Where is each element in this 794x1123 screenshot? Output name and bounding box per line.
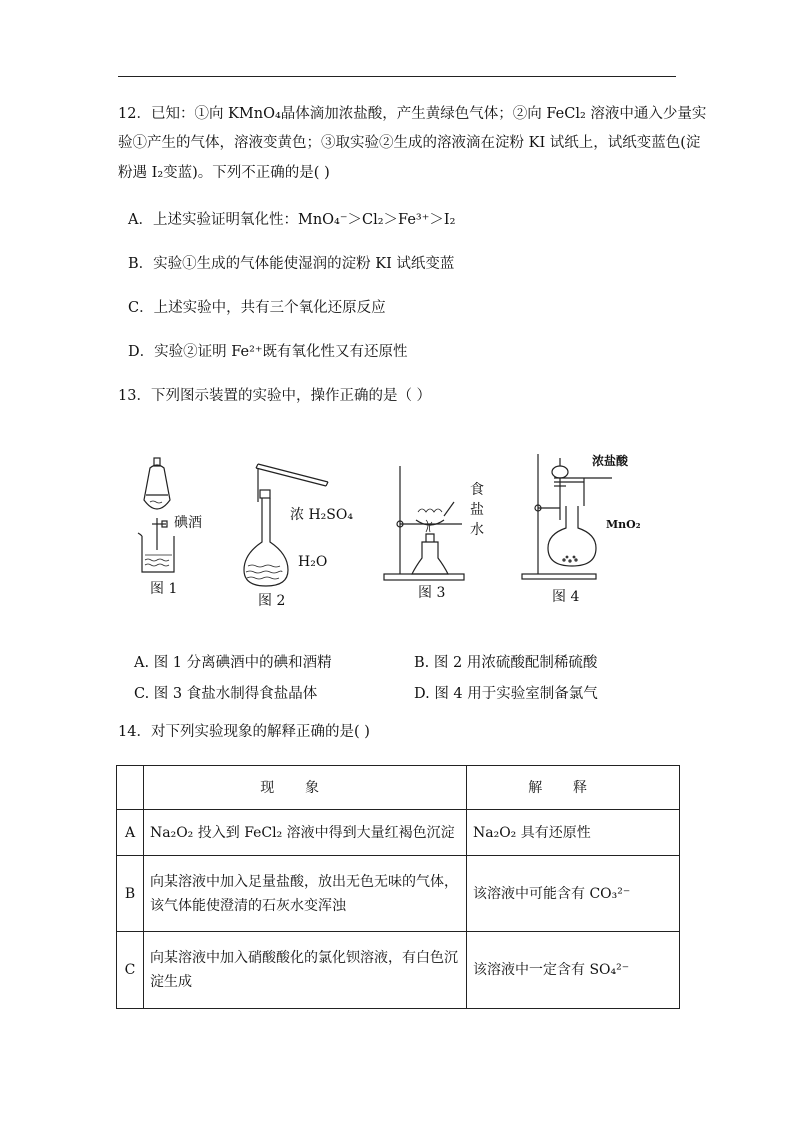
chlorine-apparatus-diagram <box>520 450 660 580</box>
fig2-caption: 图 2 <box>258 593 286 609</box>
q13-figures <box>118 440 678 620</box>
row-label: A <box>117 810 144 856</box>
q14-table <box>116 765 680 1009</box>
row-phenomenon: Na₂O₂ 投入到 FeCl₂ 溶液中得到大量红褐色沉淀 <box>144 810 467 856</box>
q13-option-d: D. 图 4 用于实验室制备氯气 <box>414 686 598 702</box>
fig2-label-acid: 浓 H₂SO₄ <box>290 507 353 523</box>
top-rule <box>118 76 676 77</box>
row-label: B <box>117 856 144 932</box>
q13-option-c: C. 图 3 食盐水制得食盐晶体 <box>134 686 318 702</box>
table-row <box>117 810 680 856</box>
row-label: C <box>117 932 144 1009</box>
fig1-caption: 图 1 <box>150 581 178 597</box>
table-header-row <box>117 766 680 810</box>
q13-option-b: B. 图 2 用浓硫酸配制稀硫酸 <box>414 655 598 671</box>
fig1-label: 碘酒 <box>174 515 202 531</box>
separatory-funnel-diagram <box>128 440 238 580</box>
table-header-blank <box>117 766 144 810</box>
q13-stem: 13．下列图示装置的实验中，操作正确的是（ ） <box>118 388 432 404</box>
fig2-label-water: H₂O <box>298 554 328 570</box>
fig4-caption: 图 4 <box>552 589 580 605</box>
q13-option-a: A. 图 1 分离碘酒中的碘和酒精 <box>134 655 332 671</box>
row-phenomenon: 向某溶液中加入足量盐酸，放出无色无味的气体，该气体能使澄清的石灰水变浑浊 <box>144 856 467 932</box>
volumetric-flask-diagram <box>236 462 336 590</box>
fig4-label-acid: 浓盐酸 <box>592 454 629 468</box>
q12-option-d: D．实验②证明 Fe²⁺既有氧化性又有还原性 <box>128 344 408 360</box>
row-explanation: Na₂O₂ 具有还原性 <box>467 810 680 856</box>
row-phenomenon: 向某溶液中加入硝酸酸化的氯化钡溶液，有白色沉淀生成 <box>144 932 467 1009</box>
table-row <box>117 856 680 932</box>
table-row <box>117 932 680 1009</box>
q14-stem: 14．对下列实验现象的解释正确的是( ) <box>118 724 370 740</box>
row-explanation: 该溶液中可能含有 CO₃²⁻ <box>467 856 680 932</box>
fig4-label-mno2: MnO₂ <box>606 518 641 531</box>
q12-option-a: A．上述实验证明氧化性：MnO₄⁻＞Cl₂＞Fe³⁺＞I₂ <box>128 212 456 228</box>
q12-option-c: C．上述实验中，共有三个氧化还原反应 <box>128 300 386 316</box>
q12-option-b: B．实验①生成的气体能使湿润的淀粉 KI 试纸变蓝 <box>128 256 455 272</box>
q12-line1: 12．已知：①向 KMnO₄晶体滴加浓盐酸，产生黄绿色气体；②向 FeCl₂ 溶液中通入少量实 <box>118 106 707 122</box>
header-explanation: 解释 <box>528 779 618 796</box>
fig3-label: 食盐水 <box>470 482 484 538</box>
q12-line2: 验①产生的气体，溶液变黄色；③取实验②生成的溶液滴在淀粉 KI 试纸上，试纸变蓝色(淀 <box>118 135 701 151</box>
fig3-caption: 图 3 <box>418 585 446 601</box>
q12-line3: 粉遇 I₂变蓝)。下列不正确的是( ) <box>118 165 330 181</box>
header-phenomenon: 现象 <box>260 779 350 796</box>
row-explanation: 该溶液中一定含有 SO₄²⁻ <box>467 932 680 1009</box>
